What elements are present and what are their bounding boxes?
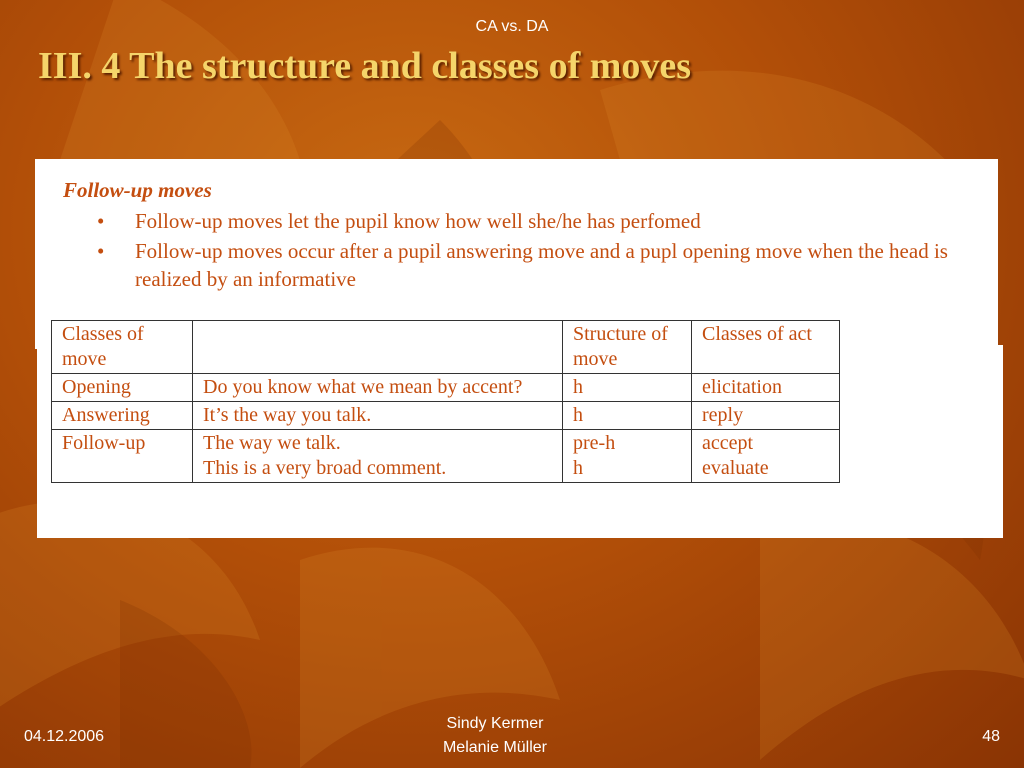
table-cell: Answering (52, 402, 193, 430)
table-row (52, 430, 840, 483)
bullet-list (95, 207, 985, 295)
bullet-item: • Follow-up moves let the pupil know how well she/he has perfomed (95, 207, 985, 235)
table-header-row (52, 321, 840, 374)
table-row (52, 402, 840, 430)
table-cell: accept evaluate (692, 430, 840, 483)
moves-table (51, 320, 840, 483)
table-cell: Follow-up (52, 430, 193, 483)
table-cell: The way we talk. This is a very broad comment. (193, 430, 563, 483)
header-text: CA vs. DA (475, 18, 549, 35)
table-cell: pre-h h (563, 430, 692, 483)
footer-date: 04.12.2006 (24, 728, 105, 745)
table-cell: elicitation (692, 374, 840, 402)
table-cell: It’s the way you talk. (193, 402, 563, 430)
table-header-cell: Classes of act (692, 321, 840, 374)
table-header-cell (193, 321, 563, 374)
footer-page-number: 48 (982, 728, 1000, 745)
footer-author: Sindy Kermer (446, 715, 544, 732)
table-cell: Opening (52, 374, 193, 402)
table-cell: reply (692, 402, 840, 430)
bullet-item: • Follow-up moves occur after a pupil answering move and a pupl opening move when the head is realized by an informative (95, 237, 985, 293)
content-area (35, 159, 1003, 538)
table-cell: h (563, 402, 692, 430)
table-cell: Do you know what we mean by accent? (193, 374, 563, 402)
footer-authors (0, 712, 990, 760)
footer-author: Melanie Müller (442, 739, 548, 756)
table-row (52, 374, 840, 402)
table-header-cell: Classes of move (52, 321, 193, 374)
slide-title: III. 4 The structure and classes of moves (38, 45, 692, 87)
subheading: Follow-up moves (63, 178, 212, 202)
table-header-cell: Structure of move (563, 321, 692, 374)
table-cell: h (563, 374, 692, 402)
